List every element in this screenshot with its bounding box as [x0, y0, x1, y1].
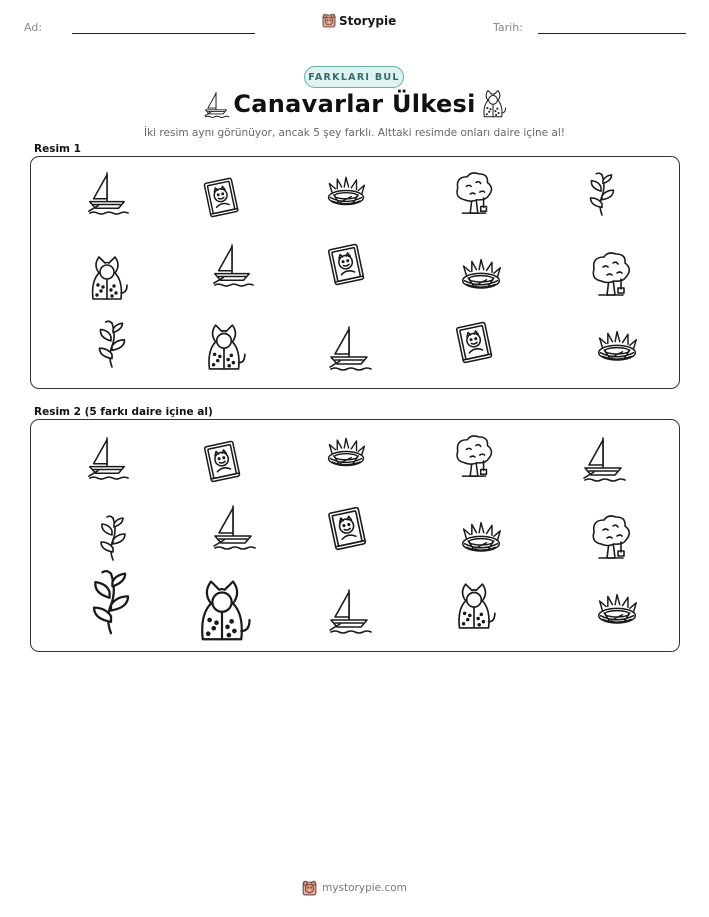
tree-icon — [587, 251, 635, 299]
p1-item-13 — [325, 323, 373, 371]
panel1-label: Resim 1 — [34, 143, 81, 155]
sailboat-icon — [209, 241, 255, 287]
name-field[interactable] — [72, 33, 255, 34]
page-title: Canavarlar Ülkesi — [233, 90, 476, 118]
p1-item-2 — [199, 175, 243, 219]
p1-item-9 — [459, 255, 503, 299]
storybook-icon — [323, 504, 371, 552]
picture-1-panel — [30, 156, 680, 389]
sailboat-icon — [325, 323, 373, 371]
p2-item-4 — [451, 434, 497, 480]
p1-item-3 — [325, 173, 367, 215]
tree-icon — [587, 514, 635, 562]
tree-icon — [451, 171, 497, 217]
brand-name: Storypie — [339, 13, 397, 28]
date-label: Tarih: — [493, 21, 523, 34]
p2-item-7 — [209, 502, 257, 550]
bear-icon — [322, 13, 336, 28]
nest-icon — [595, 590, 639, 634]
p1-item-4 — [451, 171, 497, 217]
p2-item-15 — [595, 590, 639, 634]
storybook-icon — [323, 241, 369, 287]
title-monster-icon — [478, 88, 508, 122]
sailboat-icon — [579, 434, 627, 482]
p1-item-5 — [579, 171, 625, 217]
sailboat-icon — [325, 586, 373, 634]
footer — [0, 880, 709, 896]
monster-raincoat-icon — [83, 253, 131, 301]
nest-icon — [595, 327, 639, 371]
p2-item-13 — [325, 586, 373, 634]
p2-item-12 — [189, 576, 255, 642]
sailboat-icon — [84, 169, 130, 215]
monster-raincoat-icon — [199, 321, 249, 371]
instructions: İki resim aynı görünüyor, ancak 5 şey farklı. Alttaki resimde onları daire içine al! — [144, 127, 565, 139]
vine-icon — [77, 568, 145, 636]
p2-item-5 — [579, 434, 627, 482]
nest-icon — [325, 173, 367, 215]
monster-raincoat-icon — [478, 88, 508, 118]
storybook-icon — [199, 438, 245, 484]
panel2-label: Resim 2 (5 farkı daire içine al) — [34, 406, 213, 418]
p1-item-1 — [84, 169, 130, 215]
p2-item-1 — [84, 434, 130, 480]
date-field[interactable] — [538, 33, 686, 34]
nest-icon — [325, 434, 367, 476]
bear-icon — [302, 880, 317, 896]
sailboat-icon — [209, 502, 257, 550]
p2-item-9 — [459, 518, 503, 562]
nest-icon — [459, 518, 503, 562]
footer-url[interactable]: mystorypie.com — [322, 882, 407, 894]
vine-icon — [579, 171, 625, 217]
storybook-icon — [199, 175, 243, 219]
p1-item-8 — [323, 241, 369, 287]
p2-item-14 — [449, 580, 499, 630]
p1-item-12 — [199, 321, 249, 371]
brand-logo — [322, 13, 396, 28]
p2-item-11 — [77, 568, 145, 636]
vine-icon — [89, 514, 137, 562]
activity-badge: FARKLARI BUL — [304, 66, 404, 88]
picture-2-panel — [30, 419, 680, 652]
vine-icon — [87, 319, 137, 369]
p1-item-14 — [451, 319, 497, 365]
p2-item-3 — [325, 434, 367, 476]
monster-raincoat-icon — [449, 580, 499, 630]
p1-item-11 — [87, 319, 137, 369]
p2-item-2 — [199, 438, 245, 484]
storybook-icon — [451, 319, 497, 365]
sailboat-icon — [84, 434, 130, 480]
p2-item-6 — [89, 514, 137, 562]
name-label: Ad: — [24, 21, 43, 34]
p1-item-15 — [595, 327, 639, 371]
nest-icon — [459, 255, 503, 299]
monster-raincoat-icon — [189, 576, 255, 642]
p2-item-10 — [587, 514, 635, 562]
p2-item-8 — [323, 504, 371, 552]
p1-item-10 — [587, 251, 635, 299]
p1-item-7 — [209, 241, 255, 287]
tree-icon — [451, 434, 497, 480]
p1-item-6 — [83, 253, 131, 301]
